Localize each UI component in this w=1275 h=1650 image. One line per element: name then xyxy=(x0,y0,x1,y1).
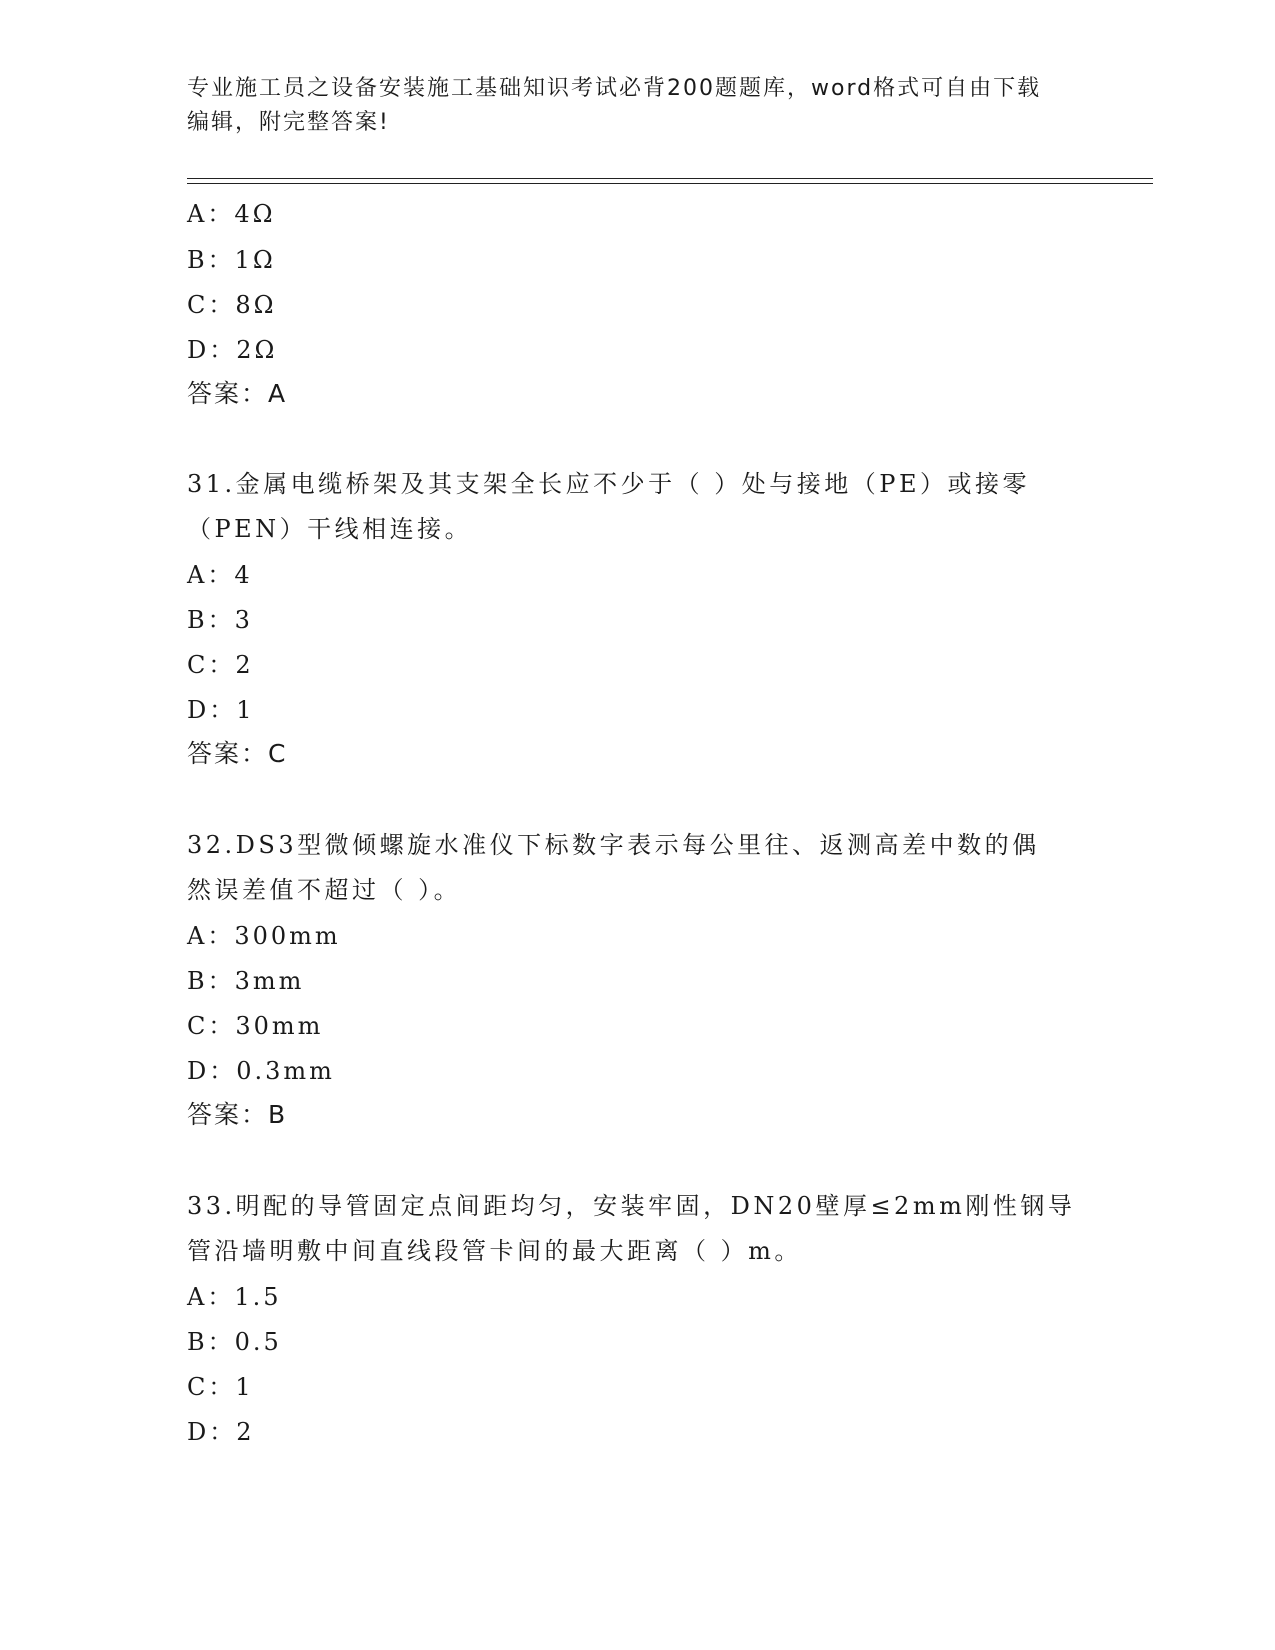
option-d: D：0.3mm xyxy=(187,1057,335,1085)
option-a: A：300mm xyxy=(187,922,341,950)
question-31-line-2: （PEN）干线相连接。 xyxy=(187,515,473,543)
option-c: C：8Ω xyxy=(187,291,277,319)
option-a: A：4Ω xyxy=(187,200,276,228)
option-d: D：2 xyxy=(187,1418,255,1446)
header-line-1: 专业施工员之设备安装施工基础知识考试必背200题题库，word格式可自由下载 xyxy=(187,76,1042,101)
question-31-line-1: 31.金属电缆桥架及其支架全长应不少于（ ）处与接地（PE）或接零 xyxy=(187,470,1030,498)
option-d: D：2Ω xyxy=(187,336,278,364)
option-b: B：3mm xyxy=(187,967,305,995)
question-33-line-1: 33.明配的导管固定点间距均匀，安装牢固，DN20壁厚≤2mm刚性钢导 xyxy=(187,1192,1076,1220)
question-32-line-2: 然误差值不超过（ ）。 xyxy=(187,876,462,904)
option-c: C：2 xyxy=(187,651,254,679)
option-b: B：0.5 xyxy=(187,1328,282,1356)
answer: 答案：B xyxy=(187,1100,288,1129)
option-b: B：1Ω xyxy=(187,246,276,274)
document-header xyxy=(187,72,1087,140)
option-d: D：1 xyxy=(187,696,255,724)
option-b: B：3 xyxy=(187,606,253,634)
option-c: C：30mm xyxy=(187,1012,324,1040)
question-32-line-1: 32.DS3型微倾螺旋水准仪下标数字表示每公里往、返测高差中数的偶 xyxy=(187,831,1040,859)
option-a: A：1.5 xyxy=(187,1283,282,1311)
question-33-line-2: 管沿墙明敷中间直线段管卡间的最大距离（ ）m。 xyxy=(187,1237,802,1265)
header-line-2: 编辑，附完整答案! xyxy=(187,110,390,135)
option-c: C：1 xyxy=(187,1373,254,1401)
answer: 答案：C xyxy=(187,739,288,768)
answer: 答案：A xyxy=(187,379,288,408)
option-a: A：4 xyxy=(187,561,253,589)
header-divider-bottom xyxy=(187,183,1153,184)
header-divider-top xyxy=(187,178,1153,179)
